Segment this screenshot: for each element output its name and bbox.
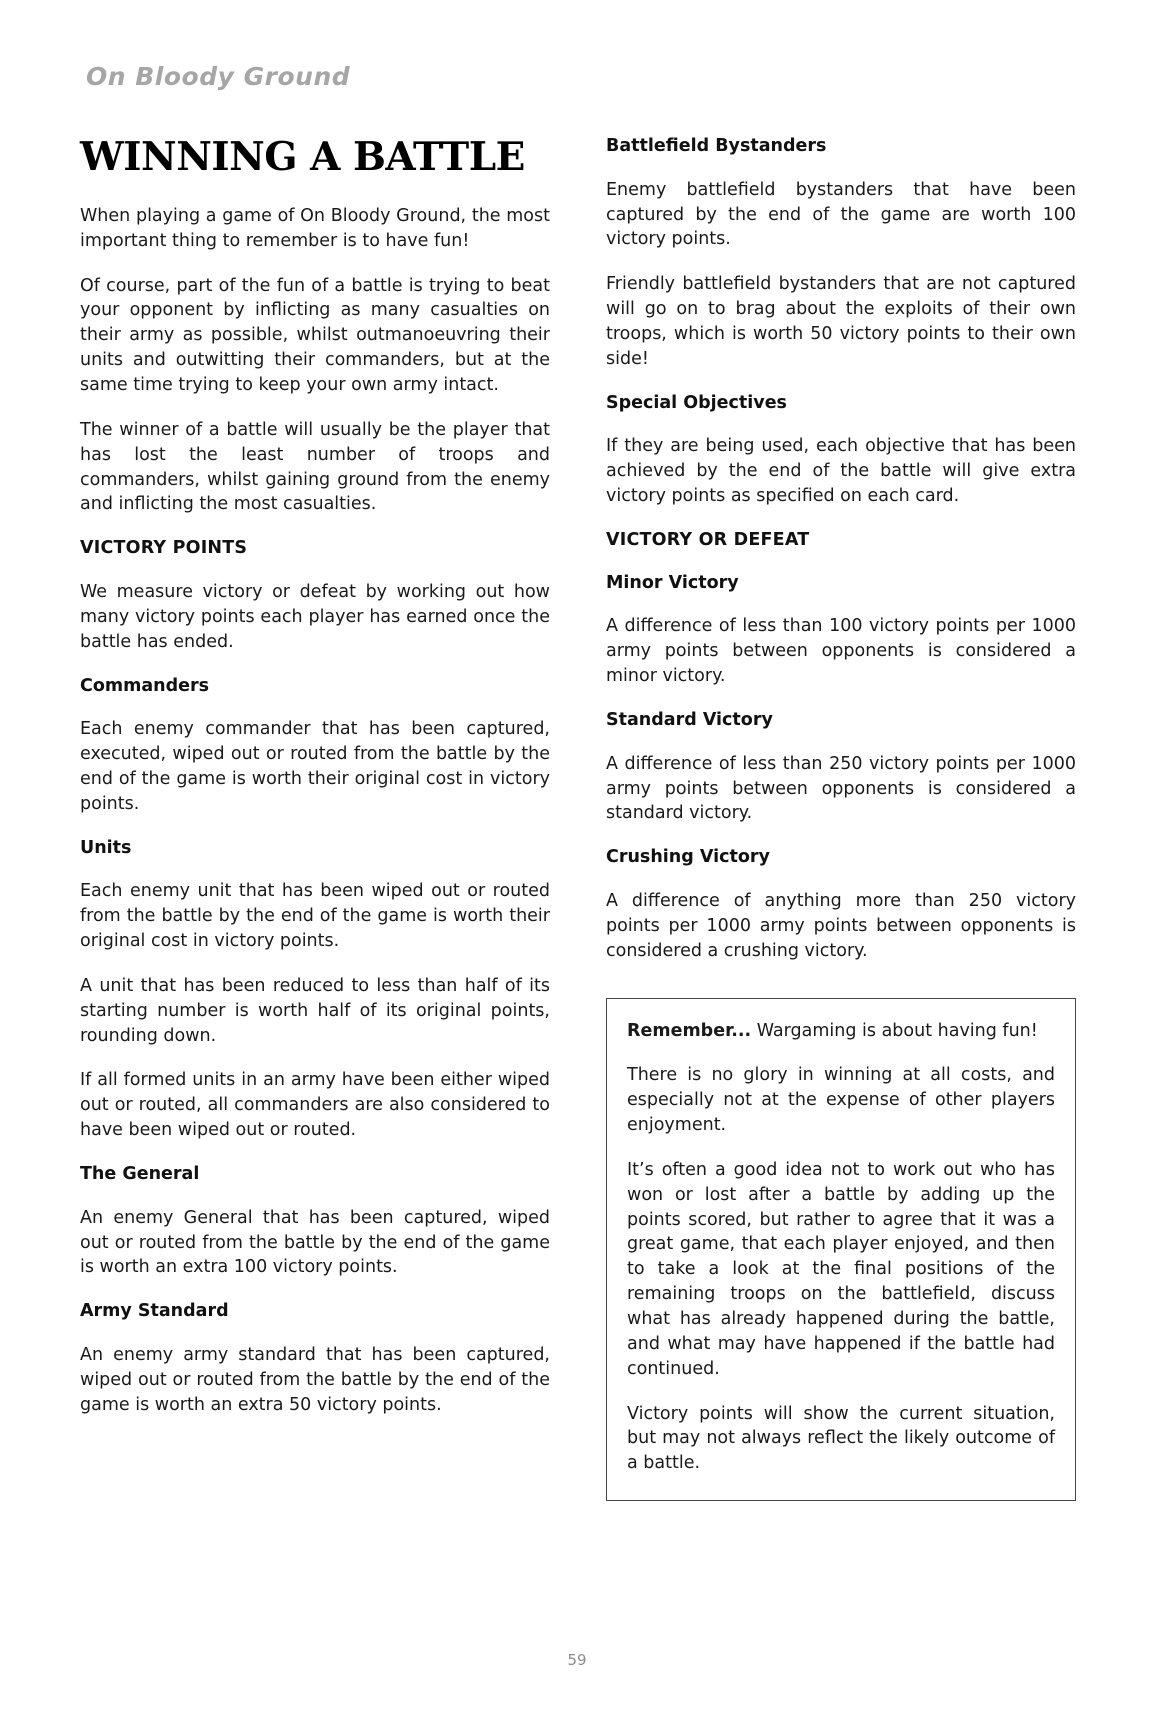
bystanders-text-2: Friendly battlefield bystanders that are not captured will go on to brag about the exploits of their own troops, which is worth 50 victory points to their own side! [606, 274, 1076, 369]
remember-paragraph-1: There is no glory in winning at all costs, and especially not at the expense of other players enjoyment. [627, 1065, 1055, 1136]
heading-commanders: Commanders [80, 675, 210, 696]
units-text-2: A unit that has been reduced to less than half of its starting number is worth half of its original points, rounding down. [80, 975, 550, 1046]
page-title: WINNING A BATTLE [80, 134, 525, 180]
remember-callout-box [606, 998, 1076, 1502]
right-column [606, 129, 1076, 1501]
heading-units: Units [80, 837, 132, 858]
heading-victory-or-defeat: VICTORY OR DEFEAT [606, 529, 810, 550]
heading-battlefield-bystanders: Battlefield Bystanders [606, 136, 827, 156]
heading-standard-victory: Standard Victory [606, 709, 773, 730]
heading-army-standard: Army Standard [80, 1301, 229, 1322]
intro-paragraph-3: The winner of a battle will usually be the player that has lost the least number of troops and commanders, whilst gaining ground from the enemy and inflicting the most casualties. [80, 419, 550, 515]
victory-points-intro: We measure victory or defeat by working out how many victory points each player has earned once the battle has ended. [80, 581, 550, 652]
heading-crushing-victory: Crushing Victory [606, 847, 770, 868]
heading-the-general: The General [80, 1163, 200, 1184]
remember-lead-rest: Wargaming is about having fun! [751, 1020, 1038, 1041]
heading-victory-points: VICTORY POINTS [80, 538, 248, 559]
minor-victory-text: A difference of less than 100 victory points per 1000 army points between opponents is considered a minor victory. [606, 616, 1076, 687]
units-text-1: Each enemy unit that has been wiped out or routed from the battle by the end of the game is worth their original cost in victory points. [80, 881, 550, 952]
bystanders-text-1: Enemy battlefield bystanders that have been captured by the end of the game are worth 100 victory points. [606, 179, 1076, 250]
page-number: 59 [567, 1651, 587, 1669]
remember-paragraph-2: It’s often a good idea not to work out who has won or lost after a battle by adding up the points scored, but rather to agree that it was a great game, that each player enjoyed, and then to take a look at the final positions of the remaining troops on the battlefield, discuss what has already happened during the battle, and what may have happened if the battle had continued. [627, 1159, 1055, 1379]
left-column [80, 129, 550, 1501]
intro-paragraph-2: Of course, part of the fun of a battle is trying to beat your opponent by inflicting as many casualties on their army as possible, whilst outmanoeuvring their units and outwitting their commanders, but at the same time trying to keep your own army intact. [80, 275, 550, 395]
general-text: An enemy General that has been captured, wiped out or routed from the battle by the end of the game is worth an extra 100 victory points. [80, 1207, 550, 1278]
running-head: On Bloody Ground [86, 62, 351, 91]
two-column-layout [80, 129, 1082, 1501]
crushing-victory-text: A difference of anything more than 250 victory points per 1000 army points between opponents is considered a crushing victory. [606, 891, 1076, 961]
standard-victory-text: A difference of less than 250 victory points per 1000 army points between opponents is considered a standard victory. [606, 753, 1076, 824]
special-objectives-text: If they are being used, each objective that has been achieved by the end of the battle will give extra victory points as specified on each card. [606, 436, 1076, 507]
commanders-text: Each enemy commander that has been captured, executed, wiped out or routed from the battle by the end of the game is worth their original cost in victory points. [80, 719, 550, 814]
remember-lead [627, 1019, 1055, 1044]
remember-lead-bold: Remember... [627, 1020, 752, 1041]
heading-special-objectives: Special Objectives [606, 392, 787, 413]
units-text-3: If all formed units in an army have been either wiped out or routed, all commanders are also considered to have been wiped out or routed. [80, 1070, 550, 1141]
heading-minor-victory: Minor Victory [606, 572, 739, 593]
army-standard-text: An enemy army standard that has been captured, wiped out or routed from the battle by the end of the game is worth an extra 50 victory points. [80, 1345, 550, 1415]
remember-paragraph-3: Victory points will show the current situation, but may not always reflect the likely outcome of a battle. [627, 1403, 1055, 1474]
intro-paragraph-1: When playing a game of On Bloody Ground, the most important thing to remember is to have fun! [80, 205, 550, 251]
